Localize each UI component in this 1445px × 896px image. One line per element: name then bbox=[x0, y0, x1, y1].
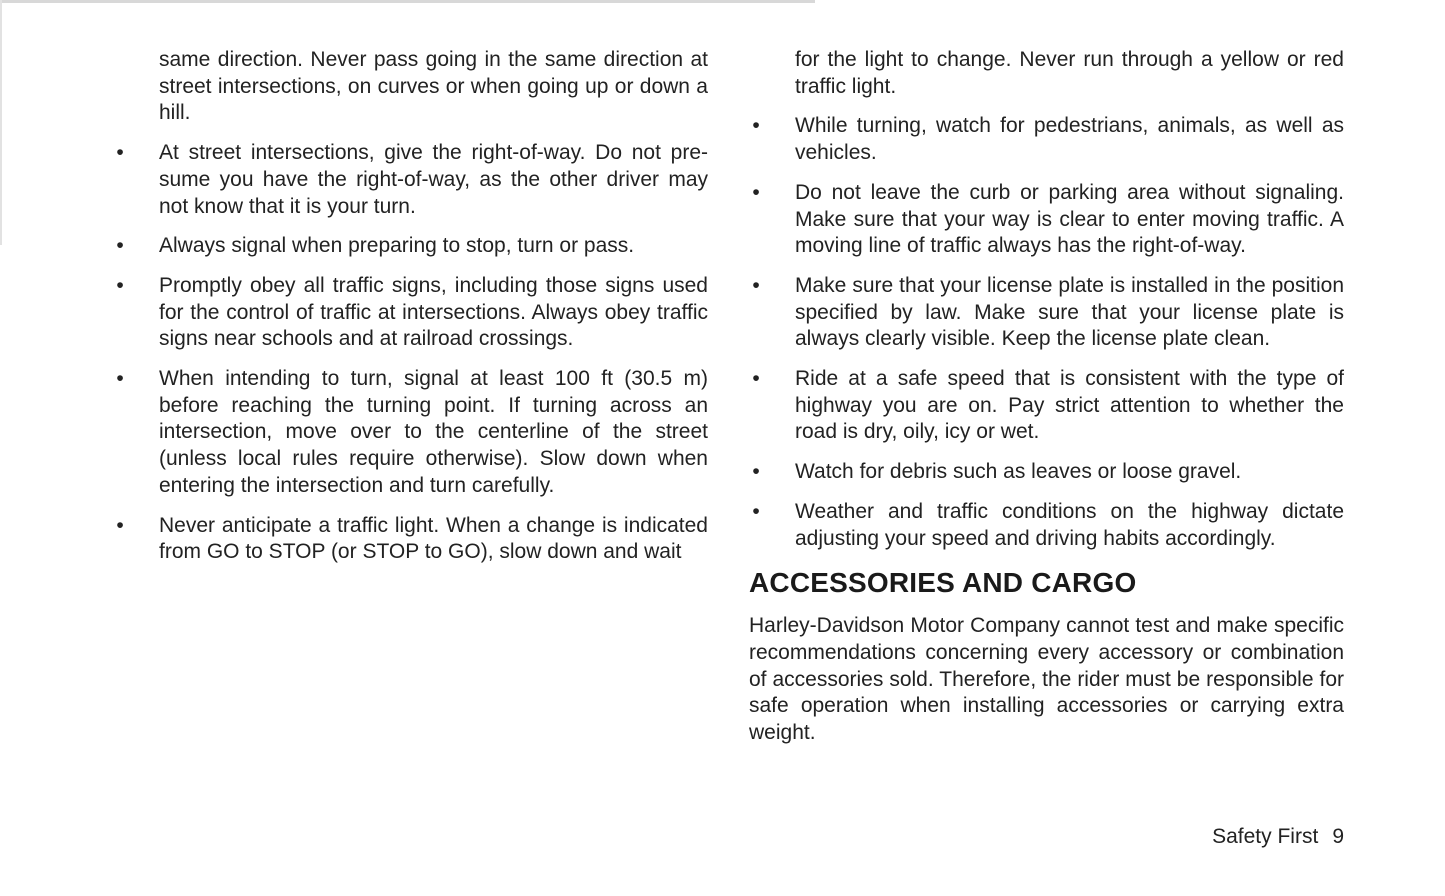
bullet-text: Do not leave the curb or parking area without signaling. Make sure that your way is clear to enter moving traffic. A moving line of traffic always has the right-of-way. bbox=[795, 180, 1344, 258]
right-column bbox=[749, 47, 1344, 747]
bullet-icon: • bbox=[752, 499, 760, 523]
bullet-item bbox=[749, 499, 1344, 552]
page-number: 9 bbox=[1332, 825, 1344, 848]
bullet-icon: • bbox=[116, 367, 124, 391]
bullet-item bbox=[113, 273, 708, 353]
bullet-item bbox=[113, 513, 708, 566]
bullet-item bbox=[113, 233, 708, 260]
bullet-icon: • bbox=[116, 234, 124, 258]
bullet-text: Make sure that your license plate is installed in the position specified by law. Make sure that your license plate is always clearly visible. Keep the license plate clean. bbox=[795, 273, 1344, 351]
bullet-icon: • bbox=[116, 513, 124, 537]
bullet-text: While turning, watch for pedestrians, animals, as well as vehicles. bbox=[795, 114, 1344, 165]
bullet-item bbox=[749, 113, 1344, 166]
page-top-edge bbox=[0, 0, 815, 3]
left-column bbox=[113, 47, 708, 579]
bullet-text: Always signal when preparing to stop, turn or pass. bbox=[159, 234, 635, 258]
bullet-text: Never anticipate a traffic light. When a change is indicated from GO to STOP (or STOP to GO), slow down and wait bbox=[159, 513, 708, 564]
bullet-text: When intending to turn, signal at least 100 ft (30.5 m) before reaching the turning point. If turning across an intersection, move over to the centerline of the street (unless local rules require otherwise). Slow down when entering the intersection and turn carefully. bbox=[159, 367, 708, 497]
bullet-icon: • bbox=[116, 141, 124, 165]
footer-section-title: Safety First bbox=[1212, 825, 1319, 848]
bullet-item bbox=[749, 366, 1344, 446]
continued-text: same direction. Never pass going in the same direction at street intersections, on curves or when going up or down a hill. bbox=[159, 48, 708, 125]
bullet-text: Ride at a safe speed that is consistent with the type of highway you are on. Pay strict attention to whether the road is dry, oily, icy or wet. bbox=[795, 367, 1344, 444]
continued-text: for the light to change. Never run through a yellow or red traffic light. bbox=[795, 48, 1344, 98]
section-paragraph: Harley-Davidson Motor Company cannot test and make specific recommendations concerning every accessory or combination of accessories sold. Therefore, the rider must be responsible for safe operation when installing accessories or carrying extra weight. bbox=[749, 614, 1344, 745]
bullet-icon: • bbox=[752, 460, 760, 484]
bullet-text: Watch for debris such as leaves or loose gravel. bbox=[795, 460, 1242, 484]
page-left-edge bbox=[0, 0, 2, 245]
bullet-item bbox=[113, 140, 708, 220]
bullet-text: Promptly obey all traffic signs, including those signs used for the control of traffic at intersections. Always obey traffic signs near schools and at railroad crossings. bbox=[159, 273, 708, 351]
bullet-icon: • bbox=[752, 114, 760, 138]
bullet-item bbox=[113, 366, 708, 500]
bullet-icon: • bbox=[116, 273, 124, 297]
bullet-text: At street intersections, give the right-of-way. Do not presume you have the right-of-way, as the other driver may not know that it is your turn. bbox=[159, 141, 708, 218]
bullet-text: Weather and traffic conditions on the highway dictate adjusting your speed and driving habits accordingly. bbox=[795, 499, 1344, 550]
bullet-item bbox=[749, 459, 1344, 486]
bullet-icon: • bbox=[752, 273, 760, 297]
bullet-icon: • bbox=[752, 367, 760, 391]
bullet-item bbox=[749, 180, 1344, 260]
page-footer bbox=[1212, 825, 1344, 849]
bullet-item bbox=[749, 273, 1344, 353]
section-heading: ACCESSORIES AND CARGO bbox=[749, 567, 1137, 599]
bullet-icon: • bbox=[752, 180, 760, 204]
